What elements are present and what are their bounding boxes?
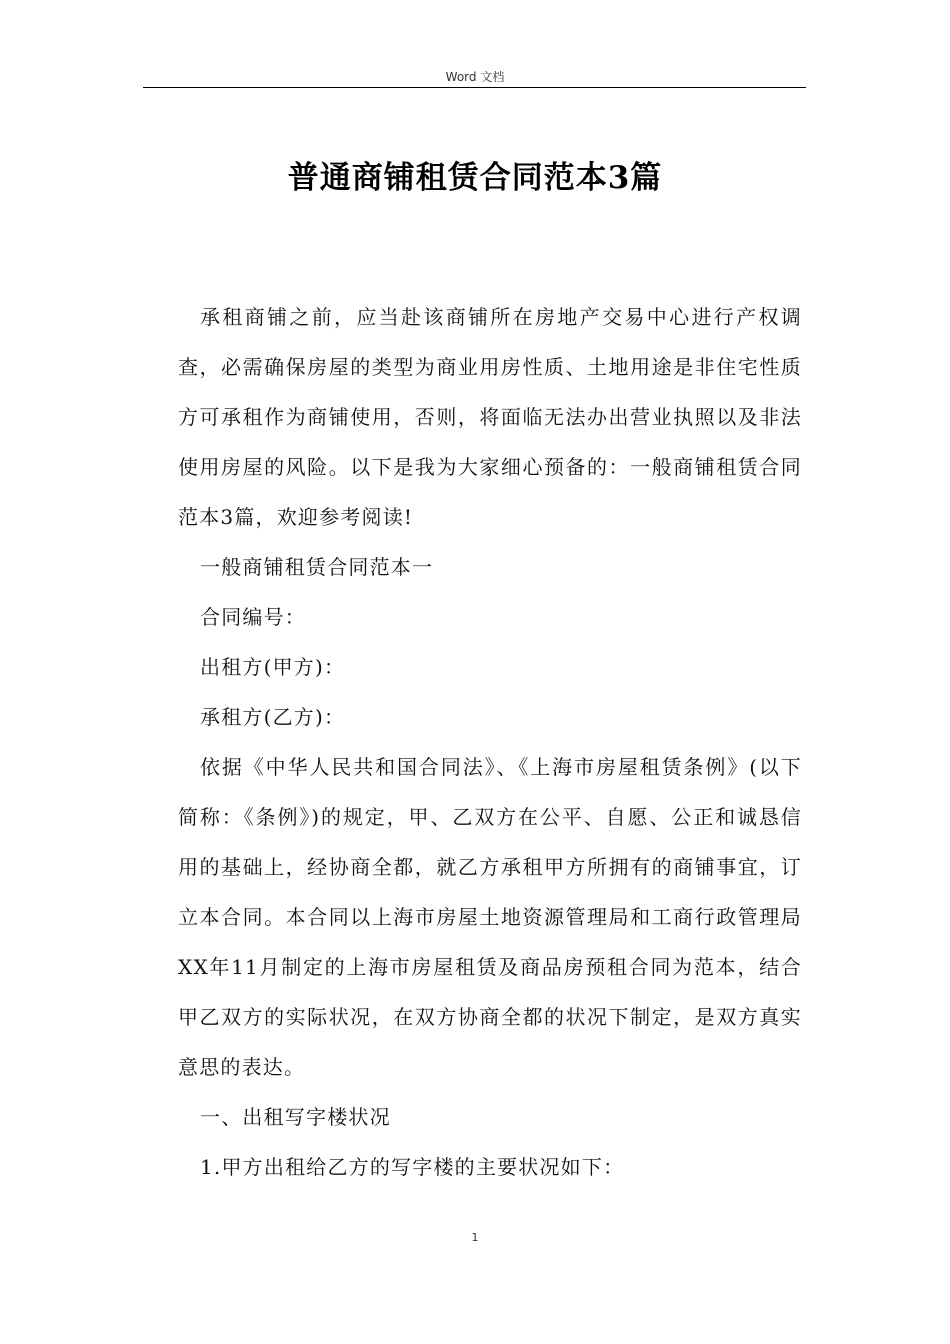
contract-number-line: 合同编号： [200, 605, 306, 629]
legal-basis-paragraph: 依据《中华人民共和国合同法》、《上海市房屋租赁条例》(以下简称：《条例》)的规定，甲、乙双方在公平、自愿、公正和诚恳信用的基础上，经协商全都，就乙方承租甲方所拥有的商铺事宜，订立本合同。本合同以上海市房屋土地资源管理局和工商行政管理局XX年11月制定的上海市房屋租赁及商品房预租合同为范本，结合甲乙双方的实际状况，在双方协商全都的状况下制定，是双方真实意思的表达。 [178, 755, 802, 1079]
header-divider [143, 87, 806, 88]
section-heading-property: 一、出租写字楼状况 [200, 1105, 391, 1129]
document-title: 普通商铺租赁合同范本3篇 [287, 160, 663, 196]
header-text: Word 文档 [445, 70, 505, 84]
lessee-line: 承租方(乙方)： [200, 705, 346, 729]
section-heading-contract-one: 一般商铺租赁合同范本一 [200, 555, 434, 579]
intro-paragraph: 承租商铺之前，应当赴该商铺所在房地产交易中心进行产权调查，必需确保房屋的类型为商业用房性质、土地用途是非住宅性质方可承租作为商铺使用，否则，将面临无法办出营业执照以及非法使用房屋的风险。以下是我为大家细心预备的：一般商铺租赁合同范本3篇，欢迎参考阅读! [178, 305, 802, 529]
lessor-line: 出租方(甲方)： [200, 655, 346, 679]
document-body [178, 292, 802, 1192]
page-number: 1 [471, 1231, 479, 1244]
clause-1-1: 1.甲方出租给乙方的写字楼的主要状况如下： [200, 1155, 625, 1179]
